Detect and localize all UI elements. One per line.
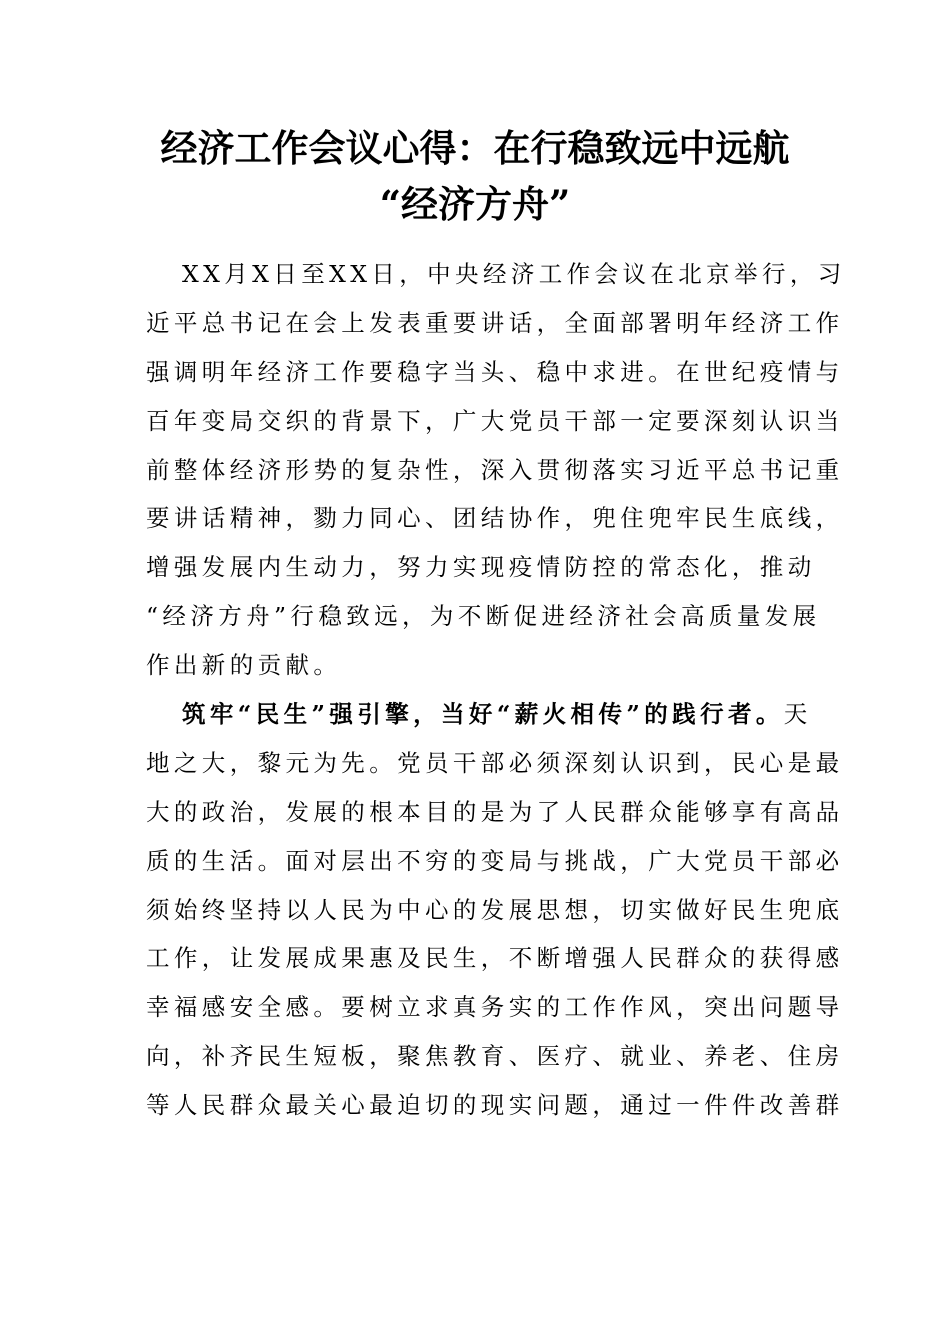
- paragraph-line: 质的生活。面对层出不穷的变局与挑战，广大党员干部必: [146, 846, 844, 875]
- paragraph-first-line: [146, 690, 812, 739]
- paragraph-line: 前整体经济形势的复杂性，深入贯彻落实习近平总书记重: [146, 455, 844, 484]
- paragraph-line: 地之大，黎元为先。党员干部必须深刻认识到，民心是最: [146, 748, 844, 777]
- document-title: [120, 120, 830, 232]
- title-line-1: 经济工作会议心得：在行稳致远中远航: [160, 126, 790, 170]
- paragraph-line: 向，补齐民生短板，聚焦教育、医疗、就业、养老、住房: [146, 1042, 844, 1071]
- paragraph-line: 要讲话精神，勠力同心、团结协作，兜住兜牢民生底线，: [146, 504, 844, 533]
- paragraph-line: 大的政治，发展的根本目的是为了人民群众能够享有高品: [146, 797, 844, 826]
- paragraph-1: [146, 250, 846, 690]
- section-heading: 筑牢“民生”强引擎，当好“薪火相传”的践行者。: [182, 700, 784, 729]
- paragraph-2: [146, 690, 844, 1130]
- paragraph-line: 工作，让发展成果惠及民生，不断增强人民群众的获得感: [146, 944, 844, 973]
- paragraph-line: 强调明年经济工作要稳字当头、稳中求进。在世纪疫情与: [146, 357, 844, 386]
- document-body: [146, 250, 846, 1130]
- paragraph-line: 增强发展内生动力，努力实现疫情防控的常态化，推动: [146, 553, 816, 582]
- paragraph-line: 等人民群众最关心最迫切的现实问题，通过一件件改善群: [146, 1091, 844, 1120]
- paragraph-line: 近平总书记在会上发表重要讲话，全面部署明年经济工作: [146, 308, 844, 337]
- paragraph-line: 幸福感安全感。要树立求真务实的工作作风，突出问题导: [146, 993, 844, 1022]
- paragraph-line: 作出新的贡献。: [146, 651, 342, 680]
- paragraph-line: XX月X日至XX日，中央经济工作会议在北京举行，习: [182, 260, 846, 288]
- title-line-2: “经济方舟”: [379, 182, 571, 226]
- paragraph-line: 须始终坚持以人民为中心的发展思想，切实做好民生兜底: [146, 895, 844, 924]
- paragraph-line: 百年变局交织的背景下，广大党员干部一定要深刻认识当: [146, 406, 844, 435]
- heading-line-rest: 天: [783, 700, 812, 729]
- paragraph-line: “经济方舟”行稳致远，为不断促进经济社会高质量发展: [146, 602, 821, 631]
